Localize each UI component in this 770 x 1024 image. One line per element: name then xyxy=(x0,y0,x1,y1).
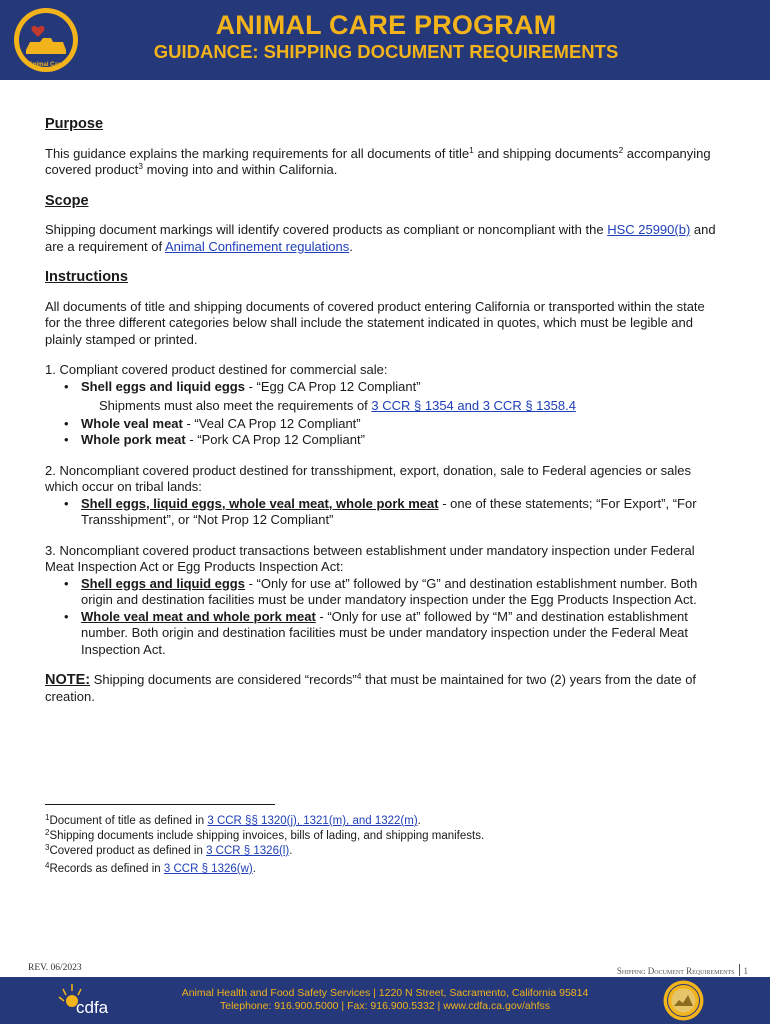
note-paragraph: NOTE: Shipping documents are considered “records”$^4$ that must be maintained for two (2) years from the date of creation. xyxy=(45,671,697,704)
footer-address: Animal Health and Food Safety Services | 1220 N Street, Sacramento, California 95814 xyxy=(181,987,589,999)
list-item: • Whole veal meat and whole pork meat - “Only for use at” followed by “M” and destination establishment number. Both origin and destination facilities must be under mandatory inspection under the Federal Meat Inspection Act. xyxy=(81,609,717,659)
footnote-divider xyxy=(45,804,275,805)
footnote-2: $^2$Shipping documents include shipping invoices, bills of lading, and shipping manifests. xyxy=(45,828,485,842)
instructions-heading: Instructions xyxy=(45,269,128,285)
list-item: • Shell eggs and liquid eggs - “Only for use at” followed by “G” and destination establishment number. Both origin and destination facilities must be under mandatory inspection under the Egg Products Inspection Act. xyxy=(81,576,717,609)
animal-care-logo xyxy=(12,6,80,74)
category-2 xyxy=(45,463,717,529)
category-1-subline: Shipments must also meet the requirements of 3 CCR § 1354 and 3 CCR § 1358.4 xyxy=(99,398,576,413)
footnote-ref-1: 1 xyxy=(469,144,474,155)
category-2-list xyxy=(45,496,717,529)
cdfa-logo xyxy=(54,981,124,1021)
category-2-title: 2. Noncompliant covered product destined for transshipment, export, donation, sale to Federal agencies or sales which occur on tribal lands: xyxy=(45,462,692,494)
footnotes xyxy=(45,814,725,877)
hsc-link[interactable]: HSC 25990(b) xyxy=(607,222,691,237)
cdfa-logo-text: cdfa xyxy=(76,998,109,1017)
footnote-ref-3: 3 xyxy=(138,161,143,171)
footnote-1-link[interactable]: 3 CCR §§ 1320(j), 1321(m), and 1322(m) xyxy=(207,815,418,827)
category-1-title: 1. Compliant covered product destined for commercial sale: xyxy=(45,362,388,377)
footnote-3: $^3$Covered product as defined in 3 CCR § 1326(l). xyxy=(45,843,293,857)
state-seal-icon xyxy=(663,980,704,1021)
document-body xyxy=(45,116,717,705)
instructions-intro: All documents of title and shipping documents of covered product entering California or transported within the state for the three different categories below shall include the statement indicated in quotes, which must be legible and plainly stamped or printed. xyxy=(45,298,705,347)
scope-text: Shipping document markings will identify covered products as compliant or noncompliant with the HSC 25990(b) and are a requirement of Animal Confinement regulations. xyxy=(45,222,716,254)
scope-heading: Scope xyxy=(45,192,89,209)
page-subtitle: GUIDANCE: SHIPPING DOCUMENT REQUIREMENTS xyxy=(153,41,619,62)
footer-phone: Telephone: 916.900.5000 | Fax: 916.900.5332 | www.cdfa.ca.gov/ahfss xyxy=(219,1000,551,1012)
ccr-1354-link[interactable]: 3 CCR § 1354 and 3 CCR § 1358.4 xyxy=(371,398,576,413)
header-banner xyxy=(0,0,770,80)
scope-section xyxy=(45,193,717,256)
purpose-text: This guidance explains the marking requirements for all documents of title$^1$ and shipping documents$^2$ accompanying covered product$^3$ moving into and within California. xyxy=(45,144,711,177)
category-3-list xyxy=(45,576,717,659)
footnote-3-link[interactable]: 3 CCR § 1326(l) xyxy=(206,845,290,857)
footnote-4-link[interactable]: 3 CCR § 1326(w) xyxy=(163,863,253,875)
category-1-list-cont xyxy=(45,416,717,449)
category-3 xyxy=(45,543,717,659)
footnote-ref-2: 2 xyxy=(618,144,624,155)
category-3-title: 3. Noncompliant covered product transactions between establishment under mandatory inspection under Federal Meat Inspection Act or Egg Products Inspection Act: xyxy=(45,542,695,574)
note-label: NOTE: xyxy=(45,672,91,688)
animal-confinement-link[interactable]: Animal Confinement regulations xyxy=(164,238,350,254)
list-item: • Whole veal meat - “Veal CA Prop 12 Compliant” xyxy=(81,416,717,433)
footnote-4: $^4$Records as defined in 3 CCR § 1326(w). xyxy=(45,861,256,875)
revision-date: REV. 06/2023 xyxy=(28,963,82,973)
footnote-1: $^1$Document of title as defined in 3 CCR §§ 1320(j), 1321(m), and 1322(m). xyxy=(45,813,421,827)
category-1 xyxy=(45,362,717,449)
list-item: • Whole pork meat - “Pork CA Prop 12 Compliant” xyxy=(81,432,717,449)
category-1-list xyxy=(45,379,717,396)
page-tag: Shipping Document Requirements 1 xyxy=(616,966,748,976)
purpose-section xyxy=(45,116,717,179)
list-item: • Shell eggs and liquid eggs - “Egg CA Prop 12 Compliant” xyxy=(81,379,717,396)
instructions-section xyxy=(45,269,717,658)
page-title: ANIMAL CARE PROGRAM xyxy=(215,10,557,40)
footer-banner xyxy=(0,977,770,1024)
purpose-heading: Purpose xyxy=(45,116,104,132)
page-number: 1 xyxy=(743,966,748,976)
footnote-ref-4: 4 xyxy=(356,671,362,681)
list-item: • Shell eggs, liquid eggs, whole veal meat, whole pork meat - one of these statements; “For Export”, “For Transshipment”, or “Not Prop 12 Compliant” xyxy=(81,496,717,529)
logo-caption: Animal Care xyxy=(28,62,64,68)
footer-contact xyxy=(160,987,610,1013)
